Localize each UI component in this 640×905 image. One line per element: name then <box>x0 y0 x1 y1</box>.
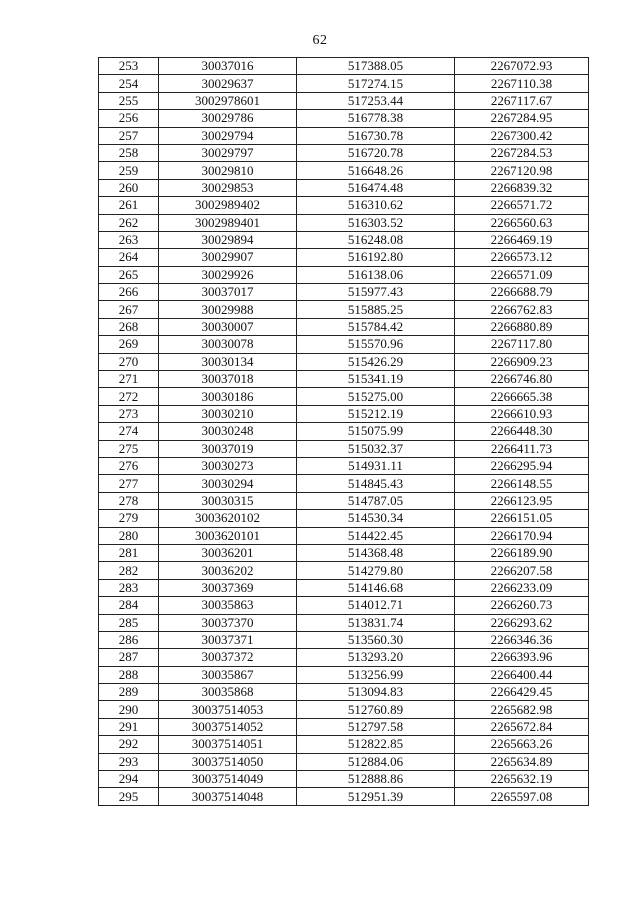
x-coordinate-cell: 512822.85 <box>297 736 455 753</box>
point-number-cell: 267 <box>99 301 159 318</box>
table-row <box>99 371 589 388</box>
point-number-cell: 262 <box>99 214 159 231</box>
point-number-cell: 258 <box>99 144 159 161</box>
y-coordinate-cell: 2266295.94 <box>455 457 589 474</box>
x-coordinate-cell: 516248.08 <box>297 231 455 248</box>
x-coordinate-cell: 515977.43 <box>297 284 455 301</box>
point-id-cell: 30035863 <box>159 597 297 614</box>
y-coordinate-cell: 2266610.93 <box>455 405 589 422</box>
y-coordinate-cell: 2265597.08 <box>455 788 589 805</box>
table-row <box>99 457 589 474</box>
table-row <box>99 614 589 631</box>
x-coordinate-cell: 512888.86 <box>297 771 455 788</box>
x-coordinate-cell: 515426.29 <box>297 353 455 370</box>
point-id-cell: 30030294 <box>159 475 297 492</box>
y-coordinate-cell: 2267117.80 <box>455 336 589 353</box>
point-id-cell: 30030134 <box>159 353 297 370</box>
point-number-cell: 283 <box>99 579 159 596</box>
point-id-cell: 30035868 <box>159 684 297 701</box>
point-number-cell: 260 <box>99 179 159 196</box>
y-coordinate-cell: 2265682.98 <box>455 701 589 718</box>
x-coordinate-cell: 515885.25 <box>297 301 455 318</box>
point-number-cell: 280 <box>99 527 159 544</box>
x-coordinate-cell: 515212.19 <box>297 405 455 422</box>
x-coordinate-cell: 516138.06 <box>297 266 455 283</box>
x-coordinate-cell: 515784.42 <box>297 318 455 335</box>
table-row <box>99 510 589 527</box>
point-number-cell: 274 <box>99 423 159 440</box>
x-coordinate-cell: 513293.20 <box>297 649 455 666</box>
y-coordinate-cell: 2266880.89 <box>455 318 589 335</box>
point-id-cell: 30030186 <box>159 388 297 405</box>
table-row <box>99 649 589 666</box>
table-row <box>99 440 589 457</box>
table-row <box>99 388 589 405</box>
point-id-cell: 30037016 <box>159 58 297 75</box>
y-coordinate-cell: 2266148.55 <box>455 475 589 492</box>
table-row <box>99 266 589 283</box>
point-number-cell: 257 <box>99 127 159 144</box>
y-coordinate-cell: 2266665.38 <box>455 388 589 405</box>
point-number-cell: 265 <box>99 266 159 283</box>
y-coordinate-cell: 2265672.84 <box>455 718 589 735</box>
point-id-cell: 30037514049 <box>159 771 297 788</box>
y-coordinate-cell: 2266207.58 <box>455 562 589 579</box>
point-id-cell: 30030248 <box>159 423 297 440</box>
point-number-cell: 275 <box>99 440 159 457</box>
table-row <box>99 144 589 161</box>
table-row <box>99 666 589 683</box>
table-row <box>99 701 589 718</box>
point-number-cell: 261 <box>99 197 159 214</box>
point-number-cell: 259 <box>99 162 159 179</box>
point-number-cell: 253 <box>99 58 159 75</box>
x-coordinate-cell: 514279.80 <box>297 562 455 579</box>
point-number-cell: 282 <box>99 562 159 579</box>
table-row <box>99 127 589 144</box>
table-row <box>99 284 589 301</box>
point-id-cell: 3003620101 <box>159 527 297 544</box>
point-number-cell: 270 <box>99 353 159 370</box>
table-row <box>99 527 589 544</box>
point-id-cell: 30029637 <box>159 75 297 92</box>
y-coordinate-cell: 2266393.96 <box>455 649 589 666</box>
x-coordinate-cell: 512884.06 <box>297 753 455 770</box>
page-number: 62 <box>312 33 328 48</box>
point-number-cell: 264 <box>99 249 159 266</box>
point-id-cell: 3002978601 <box>159 92 297 109</box>
coordinate-table <box>98 57 589 806</box>
table-row <box>99 92 589 109</box>
point-id-cell: 30029794 <box>159 127 297 144</box>
point-id-cell: 30030273 <box>159 457 297 474</box>
point-number-cell: 255 <box>99 92 159 109</box>
table-row <box>99 214 589 231</box>
y-coordinate-cell: 2266151.05 <box>455 510 589 527</box>
point-number-cell: 263 <box>99 231 159 248</box>
point-number-cell: 293 <box>99 753 159 770</box>
y-coordinate-cell: 2266448.30 <box>455 423 589 440</box>
point-number-cell: 294 <box>99 771 159 788</box>
point-number-cell: 287 <box>99 649 159 666</box>
y-coordinate-cell: 2267117.67 <box>455 92 589 109</box>
y-coordinate-cell: 2266260.73 <box>455 597 589 614</box>
y-coordinate-cell: 2266123.95 <box>455 492 589 509</box>
point-id-cell: 30037370 <box>159 614 297 631</box>
point-id-cell: 30036202 <box>159 562 297 579</box>
table-row <box>99 405 589 422</box>
table-row <box>99 753 589 770</box>
point-number-cell: 295 <box>99 788 159 805</box>
table-row <box>99 318 589 335</box>
point-id-cell: 3002989402 <box>159 197 297 214</box>
table-row <box>99 597 589 614</box>
x-coordinate-cell: 513560.30 <box>297 631 455 648</box>
point-number-cell: 284 <box>99 597 159 614</box>
table-row <box>99 544 589 561</box>
x-coordinate-cell: 514845.43 <box>297 475 455 492</box>
x-coordinate-cell: 515570.96 <box>297 336 455 353</box>
x-coordinate-cell: 516474.48 <box>297 179 455 196</box>
point-id-cell: 30030315 <box>159 492 297 509</box>
point-id-cell: 3003620102 <box>159 510 297 527</box>
y-coordinate-cell: 2266909.23 <box>455 353 589 370</box>
table-row <box>99 179 589 196</box>
x-coordinate-cell: 516310.62 <box>297 197 455 214</box>
table-row <box>99 423 589 440</box>
y-coordinate-cell: 2266688.79 <box>455 284 589 301</box>
y-coordinate-cell: 2266560.63 <box>455 214 589 231</box>
y-coordinate-cell: 2265634.89 <box>455 753 589 770</box>
x-coordinate-cell: 514422.45 <box>297 527 455 544</box>
point-id-cell: 3002989401 <box>159 214 297 231</box>
point-id-cell: 30037018 <box>159 371 297 388</box>
point-number-cell: 291 <box>99 718 159 735</box>
point-id-cell: 30037019 <box>159 440 297 457</box>
x-coordinate-cell: 515032.37 <box>297 440 455 457</box>
point-id-cell: 30029810 <box>159 162 297 179</box>
y-coordinate-cell: 2266573.12 <box>455 249 589 266</box>
point-id-cell: 30037372 <box>159 649 297 666</box>
y-coordinate-cell: 2266469.19 <box>455 231 589 248</box>
point-number-cell: 278 <box>99 492 159 509</box>
y-coordinate-cell: 2267284.95 <box>455 110 589 127</box>
point-number-cell: 266 <box>99 284 159 301</box>
table-row <box>99 771 589 788</box>
point-number-cell: 286 <box>99 631 159 648</box>
x-coordinate-cell: 515341.19 <box>297 371 455 388</box>
x-coordinate-cell: 514787.05 <box>297 492 455 509</box>
point-id-cell: 30030078 <box>159 336 297 353</box>
point-id-cell: 30029926 <box>159 266 297 283</box>
table-row <box>99 562 589 579</box>
table-row <box>99 336 589 353</box>
y-coordinate-cell: 2267284.53 <box>455 144 589 161</box>
point-number-cell: 277 <box>99 475 159 492</box>
point-number-cell: 279 <box>99 510 159 527</box>
point-id-cell: 30035867 <box>159 666 297 683</box>
point-id-cell: 30029894 <box>159 231 297 248</box>
table-row <box>99 301 589 318</box>
table-row <box>99 353 589 370</box>
point-number-cell: 285 <box>99 614 159 631</box>
y-coordinate-cell: 2265632.19 <box>455 771 589 788</box>
y-coordinate-cell: 2266746.80 <box>455 371 589 388</box>
y-coordinate-cell: 2266293.62 <box>455 614 589 631</box>
table-row <box>99 197 589 214</box>
y-coordinate-cell: 2266571.72 <box>455 197 589 214</box>
table-row <box>99 579 589 596</box>
point-id-cell: 30029988 <box>159 301 297 318</box>
point-id-cell: 30037514050 <box>159 753 297 770</box>
x-coordinate-cell: 514146.68 <box>297 579 455 596</box>
point-number-cell: 268 <box>99 318 159 335</box>
point-id-cell: 30037514051 <box>159 736 297 753</box>
point-id-cell: 30037514053 <box>159 701 297 718</box>
table-row <box>99 110 589 127</box>
point-id-cell: 30037369 <box>159 579 297 596</box>
y-coordinate-cell: 2267120.98 <box>455 162 589 179</box>
table-row <box>99 492 589 509</box>
table-row <box>99 231 589 248</box>
point-id-cell: 30037514048 <box>159 788 297 805</box>
x-coordinate-cell: 517388.05 <box>297 58 455 75</box>
table-row <box>99 788 589 805</box>
point-number-cell: 288 <box>99 666 159 683</box>
table-row <box>99 58 589 75</box>
y-coordinate-cell: 2266400.44 <box>455 666 589 683</box>
x-coordinate-cell: 516648.26 <box>297 162 455 179</box>
x-coordinate-cell: 512951.39 <box>297 788 455 805</box>
point-number-cell: 273 <box>99 405 159 422</box>
table-body <box>99 58 589 806</box>
y-coordinate-cell: 2267300.42 <box>455 127 589 144</box>
table-row <box>99 631 589 648</box>
y-coordinate-cell: 2266839.32 <box>455 179 589 196</box>
point-number-cell: 271 <box>99 371 159 388</box>
point-id-cell: 30037514052 <box>159 718 297 735</box>
y-coordinate-cell: 2266571.09 <box>455 266 589 283</box>
point-id-cell: 30036201 <box>159 544 297 561</box>
point-id-cell: 30029853 <box>159 179 297 196</box>
table-row <box>99 736 589 753</box>
y-coordinate-cell: 2266233.09 <box>455 579 589 596</box>
x-coordinate-cell: 512760.89 <box>297 701 455 718</box>
table-row <box>99 475 589 492</box>
y-coordinate-cell: 2266189.90 <box>455 544 589 561</box>
point-number-cell: 281 <box>99 544 159 561</box>
point-id-cell: 30030007 <box>159 318 297 335</box>
point-number-cell: 290 <box>99 701 159 718</box>
x-coordinate-cell: 514931.11 <box>297 457 455 474</box>
x-coordinate-cell: 517274.15 <box>297 75 455 92</box>
table-row <box>99 718 589 735</box>
y-coordinate-cell: 2266762.83 <box>455 301 589 318</box>
point-id-cell: 30029907 <box>159 249 297 266</box>
y-coordinate-cell: 2267110.38 <box>455 75 589 92</box>
x-coordinate-cell: 517253.44 <box>297 92 455 109</box>
point-number-cell: 254 <box>99 75 159 92</box>
y-coordinate-cell: 2266170.94 <box>455 527 589 544</box>
y-coordinate-cell: 2266411.73 <box>455 440 589 457</box>
point-id-cell: 30030210 <box>159 405 297 422</box>
x-coordinate-cell: 515075.99 <box>297 423 455 440</box>
x-coordinate-cell: 516778.38 <box>297 110 455 127</box>
x-coordinate-cell: 516192.80 <box>297 249 455 266</box>
point-number-cell: 256 <box>99 110 159 127</box>
point-number-cell: 289 <box>99 684 159 701</box>
y-coordinate-cell: 2266429.45 <box>455 684 589 701</box>
y-coordinate-cell: 2267072.93 <box>455 58 589 75</box>
x-coordinate-cell: 514368.48 <box>297 544 455 561</box>
y-coordinate-cell: 2266346.36 <box>455 631 589 648</box>
x-coordinate-cell: 514012.71 <box>297 597 455 614</box>
point-id-cell: 30037371 <box>159 631 297 648</box>
table-row <box>99 684 589 701</box>
point-id-cell: 30029786 <box>159 110 297 127</box>
x-coordinate-cell: 513256.99 <box>297 666 455 683</box>
table-row <box>99 162 589 179</box>
x-coordinate-cell: 513094.83 <box>297 684 455 701</box>
point-number-cell: 276 <box>99 457 159 474</box>
table-row <box>99 75 589 92</box>
point-number-cell: 269 <box>99 336 159 353</box>
x-coordinate-cell: 515275.00 <box>297 388 455 405</box>
x-coordinate-cell: 516730.78 <box>297 127 455 144</box>
point-id-cell: 30029797 <box>159 144 297 161</box>
x-coordinate-cell: 514530.34 <box>297 510 455 527</box>
y-coordinate-cell: 2265663.26 <box>455 736 589 753</box>
x-coordinate-cell: 516303.52 <box>297 214 455 231</box>
x-coordinate-cell: 513831.74 <box>297 614 455 631</box>
x-coordinate-cell: 512797.58 <box>297 718 455 735</box>
point-number-cell: 292 <box>99 736 159 753</box>
point-id-cell: 30037017 <box>159 284 297 301</box>
table-row <box>99 249 589 266</box>
x-coordinate-cell: 516720.78 <box>297 144 455 161</box>
point-number-cell: 272 <box>99 388 159 405</box>
